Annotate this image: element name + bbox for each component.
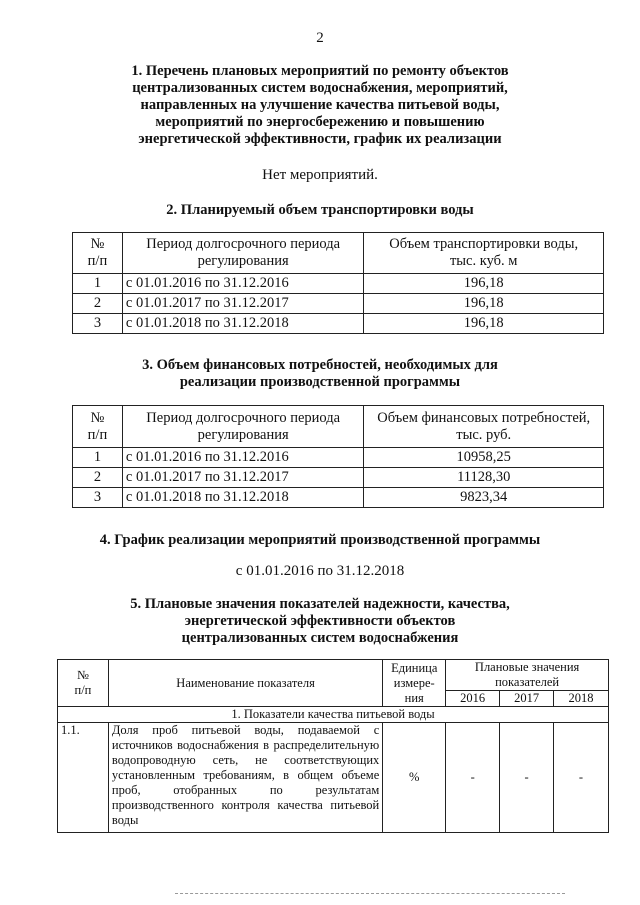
col-header-year-2017: 2017 <box>500 691 554 707</box>
table-header-row <box>73 233 604 274</box>
col-header-year-2016: 2016 <box>446 691 500 707</box>
col-header-indicator-name: Наименование показателя <box>108 660 382 707</box>
bottom-dashed-line <box>175 893 565 894</box>
heading-line: централизованных систем водоснабжения <box>181 630 459 646</box>
row-value: 10958,25 <box>364 448 604 468</box>
heading-line: централизованных систем водоснабжения, мероприятий, <box>132 80 508 96</box>
row-period: с 01.01.2018 по 31.12.2018 <box>122 488 364 508</box>
row-number: 2 <box>73 468 123 488</box>
section-3-heading <box>0 357 640 391</box>
table-header-row <box>73 406 604 448</box>
col-header-period: Период долгосрочного периода регулирования <box>122 233 364 274</box>
section-1-heading <box>0 63 640 148</box>
section-2-heading: 2. Планируемый объем транспортировки воды <box>166 202 474 218</box>
table-row <box>58 723 609 833</box>
heading-line: 3. Объем финансовых потребностей, необходимых для <box>142 357 498 373</box>
table-group-row <box>58 707 609 723</box>
transport-volume-table <box>72 232 604 334</box>
row-value-2017: - <box>500 723 554 833</box>
table-row <box>73 274 604 294</box>
table-row <box>73 468 604 488</box>
row-value-2016: - <box>446 723 500 833</box>
heading-line: 1. Перечень плановых мероприятий по ремонту объектов <box>131 63 509 79</box>
row-number: 3 <box>73 488 123 508</box>
col-header-number: № п/п <box>58 660 109 707</box>
table-row <box>73 294 604 314</box>
table-header-row <box>58 660 609 691</box>
row-number: 2 <box>73 294 123 314</box>
col-header-volume: Объем транспортировки воды, тыс. куб. м <box>364 233 604 274</box>
row-number: 3 <box>73 314 123 334</box>
row-period: с 01.01.2017 по 31.12.2017 <box>122 468 364 488</box>
indicators-table <box>57 659 609 833</box>
row-value-2018: - <box>554 723 609 833</box>
schedule-period: с 01.01.2016 по 31.12.2018 <box>235 563 405 579</box>
col-header-number: № п/п <box>73 406 123 448</box>
col-header-unit: Единица измере- ния <box>383 660 446 707</box>
heading-line: энергетической эффективности, график их реализации <box>138 131 502 147</box>
row-indicator-name: Доля проб питьевой воды, подаваемой с источников водоснабжения в распределительную водопроводную сеть, не соответствующих установленным требованиям, в общем объеме проб, отобранных по результатам производственного контроля качества питьевой воды <box>108 723 382 833</box>
heading-line: энергетической эффективности объектов <box>184 613 456 629</box>
row-period: с 01.01.2016 по 31.12.2016 <box>122 448 364 468</box>
row-value: 196,18 <box>364 314 604 334</box>
section-5-heading <box>0 596 640 647</box>
table-row <box>73 314 604 334</box>
row-number: 1.1. <box>58 723 109 833</box>
row-unit: % <box>383 723 446 833</box>
table-row <box>73 448 604 468</box>
row-period: с 01.01.2018 по 31.12.2018 <box>122 314 364 334</box>
heading-line: реализации производственной программы <box>179 374 461 390</box>
row-period: с 01.01.2016 по 31.12.2016 <box>122 274 364 294</box>
group-title: 1. Показатели качества питьевой воды <box>58 707 609 723</box>
row-number: 1 <box>73 274 123 294</box>
no-activities-note: Нет мероприятий. <box>262 167 378 183</box>
row-value: 9823,34 <box>364 488 604 508</box>
section-4-heading: 4. График реализации мероприятий производственной программы <box>99 532 541 548</box>
col-header-year-2018: 2018 <box>554 691 609 707</box>
row-period: с 01.01.2017 по 31.12.2017 <box>122 294 364 314</box>
financial-needs-table <box>72 405 604 508</box>
heading-line: направленных на улучшение качества питьевой воды, <box>140 97 500 113</box>
col-header-planned-values: Плановые значения показателей <box>446 660 609 691</box>
heading-line: мероприятий по энергосбережению и повышению <box>155 114 485 130</box>
col-header-financial: Объем финансовых потребностей, тыс. руб. <box>364 406 604 448</box>
row-value: 196,18 <box>364 274 604 294</box>
row-value: 196,18 <box>364 294 604 314</box>
row-value: 11128,30 <box>364 468 604 488</box>
col-header-period: Период долгосрочного периода регулирования <box>122 406 364 448</box>
table-row <box>73 488 604 508</box>
heading-line: 5. Плановые значения показателей надежности, качества, <box>130 596 510 612</box>
page-number: 2 <box>316 30 324 46</box>
col-header-number: № п/п <box>73 233 123 274</box>
row-number: 1 <box>73 448 123 468</box>
